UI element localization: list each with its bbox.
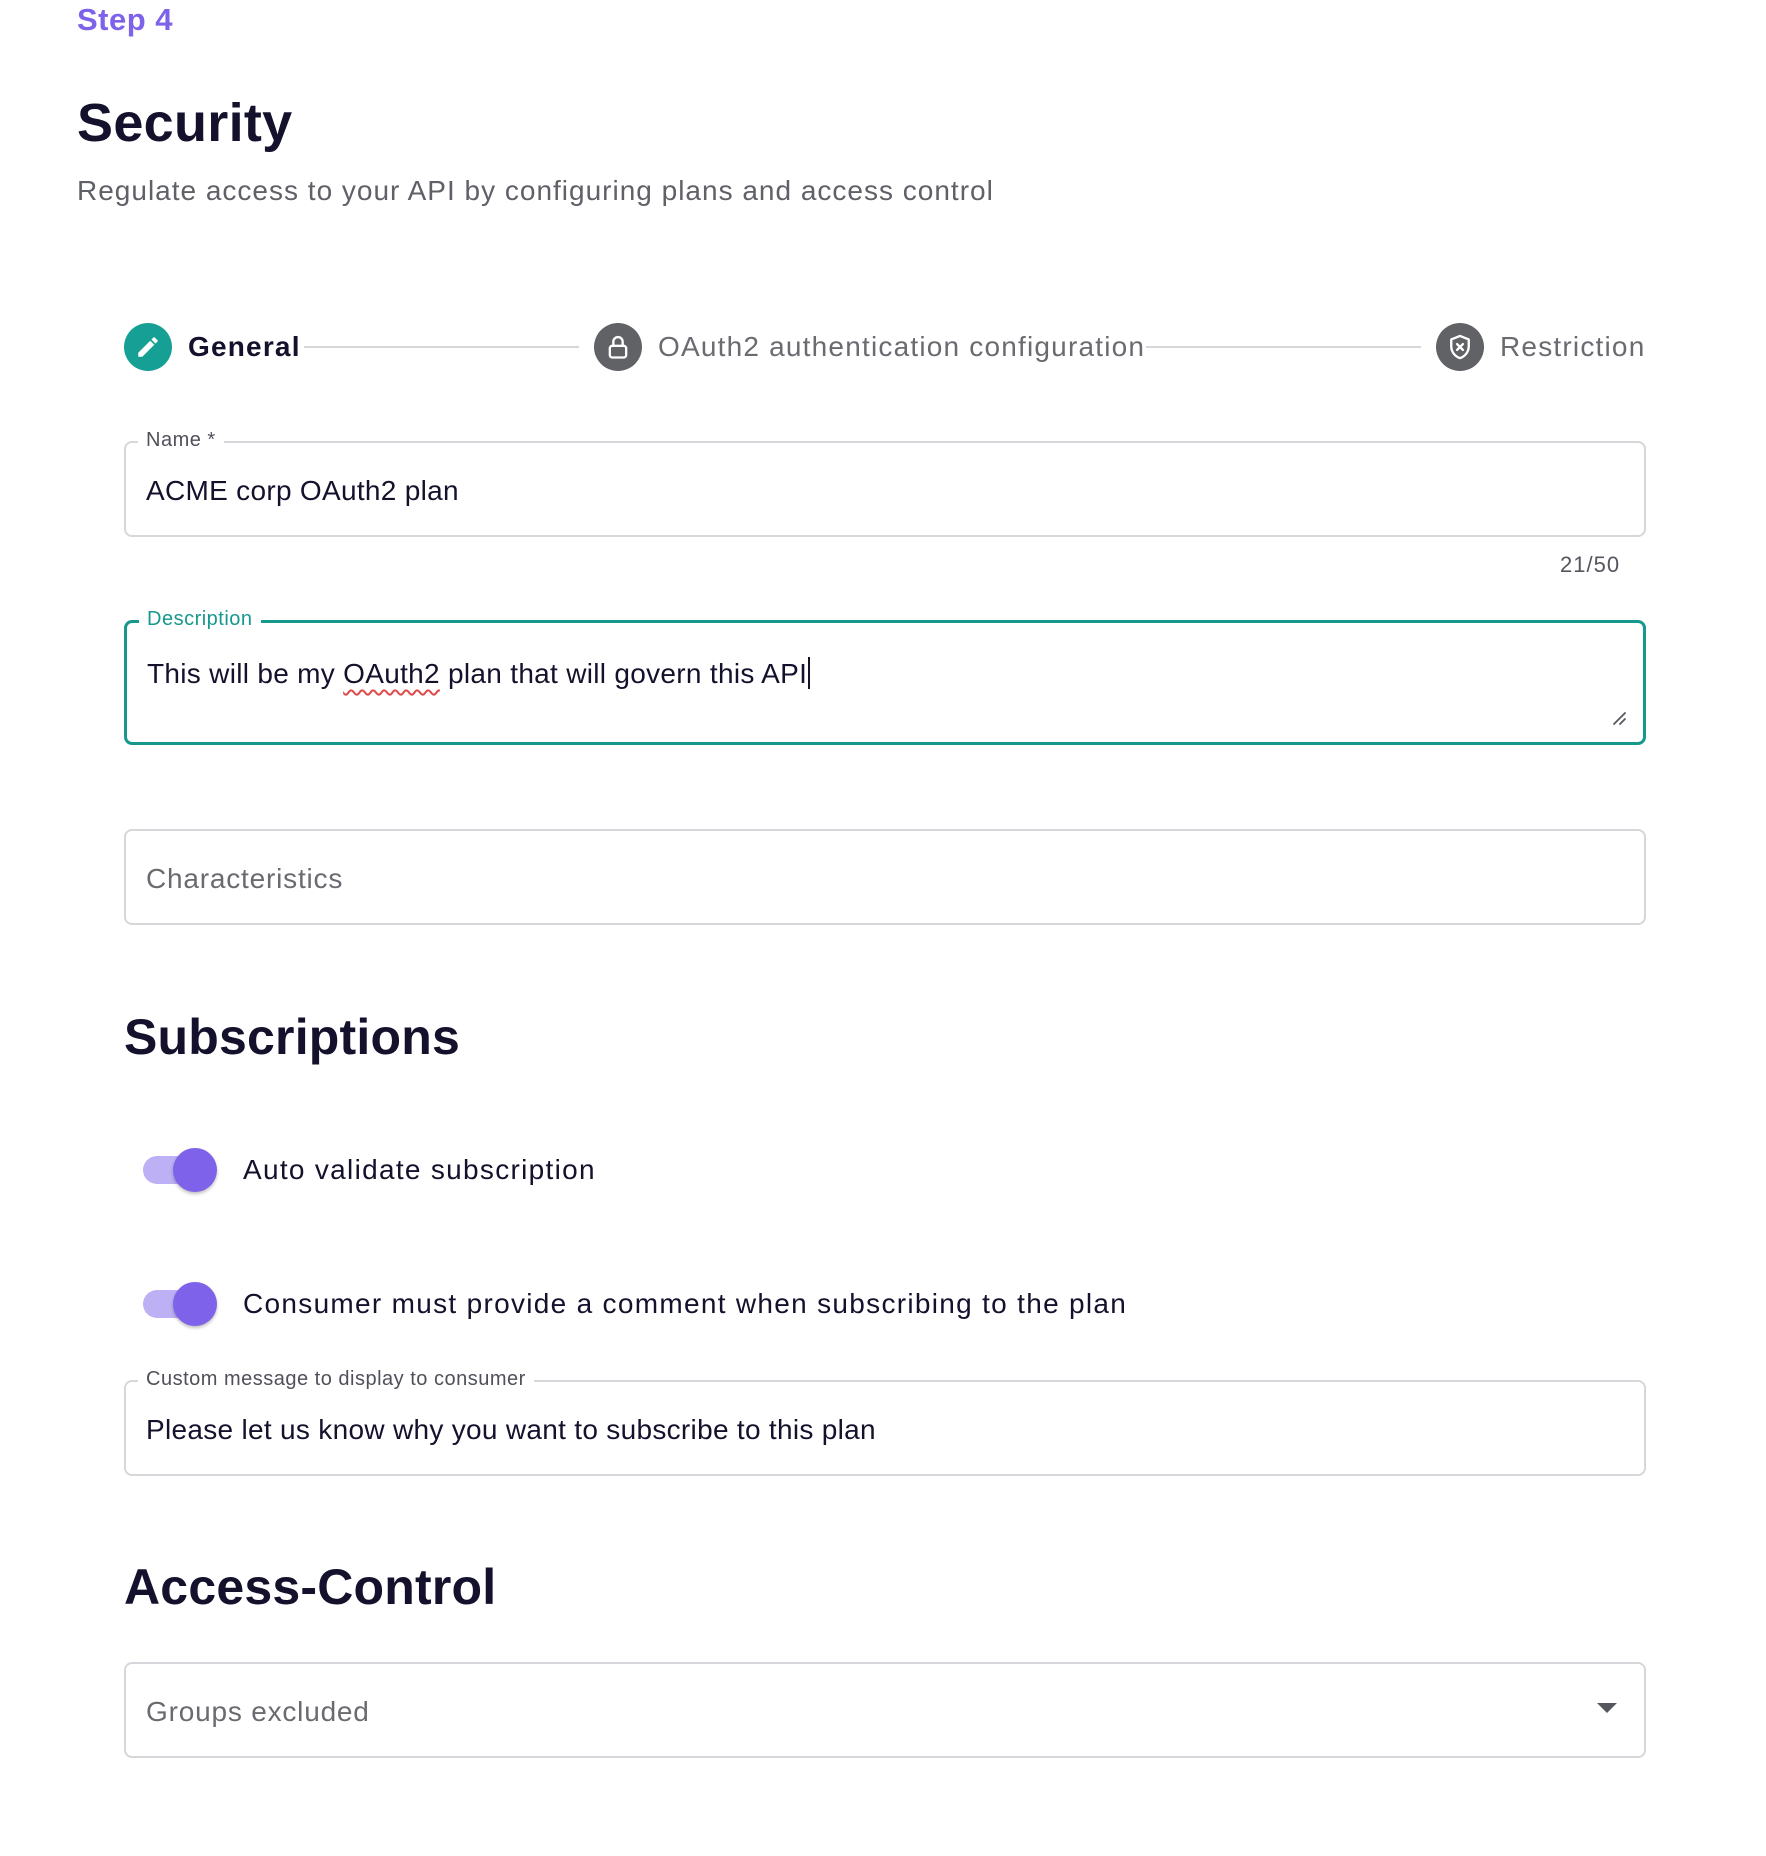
custom-message-field[interactable] bbox=[124, 1368, 1646, 1476]
name-field-label: Name * bbox=[138, 428, 224, 452]
subscriptions-title: Subscriptions bbox=[124, 1009, 460, 1065]
step-label: Step 4 bbox=[77, 2, 174, 37]
page-subtitle: Regulate access to your API by configuring plans and access control bbox=[77, 175, 994, 206]
step-oauth2-config[interactable] bbox=[594, 322, 1145, 372]
description-field-label: Description bbox=[139, 607, 261, 631]
comment-required-toggle[interactable] bbox=[143, 1282, 217, 1326]
auto-validate-toggle[interactable] bbox=[143, 1148, 217, 1192]
step-oauth2-config-label: OAuth2 authentication configuration bbox=[658, 331, 1146, 362]
comment-required-label: Consumer must provide a comment when subscribing to the plan bbox=[243, 1288, 1128, 1319]
spellcheck-word: OAuth2 bbox=[343, 658, 440, 689]
description-field-value: This will be my OAuth2 plan that will govern this API bbox=[147, 657, 810, 690]
step-connector bbox=[304, 346, 579, 348]
custom-message-value: Please let us know why you want to subscribe to this plan bbox=[146, 1414, 876, 1445]
pencil-icon bbox=[124, 323, 172, 371]
stepper bbox=[124, 322, 1664, 372]
name-field-value: ACME corp OAuth2 plan bbox=[146, 475, 459, 506]
name-char-counter: 21/50 bbox=[1560, 552, 1621, 577]
description-field[interactable] bbox=[124, 608, 1646, 745]
auto-validate-label: Auto validate subscription bbox=[243, 1154, 596, 1185]
step-restriction[interactable] bbox=[1436, 322, 1645, 372]
characteristics-input[interactable] bbox=[124, 829, 1646, 925]
page-title: Security bbox=[77, 93, 293, 153]
auto-validate-row bbox=[143, 1148, 596, 1192]
resize-handle-icon[interactable] bbox=[1609, 708, 1627, 726]
step-connector bbox=[1146, 346, 1421, 348]
shield-x-icon bbox=[1436, 323, 1484, 371]
step-general-label: General bbox=[188, 331, 301, 362]
step-general[interactable] bbox=[124, 322, 301, 372]
groups-excluded-placeholder: Groups excluded bbox=[146, 1696, 370, 1727]
custom-message-label: Custom message to display to consumer bbox=[138, 1367, 534, 1391]
name-field[interactable] bbox=[124, 429, 1646, 537]
comment-required-row bbox=[143, 1282, 1127, 1326]
characteristics-placeholder: Characteristics bbox=[146, 863, 344, 894]
dropdown-arrow-icon[interactable] bbox=[1596, 1702, 1618, 1714]
step-restriction-label: Restriction bbox=[1500, 331, 1646, 362]
groups-excluded-select[interactable] bbox=[124, 1662, 1646, 1758]
lock-icon bbox=[594, 323, 642, 371]
access-control-title: Access-Control bbox=[124, 1559, 497, 1615]
text-caret bbox=[808, 657, 810, 689]
